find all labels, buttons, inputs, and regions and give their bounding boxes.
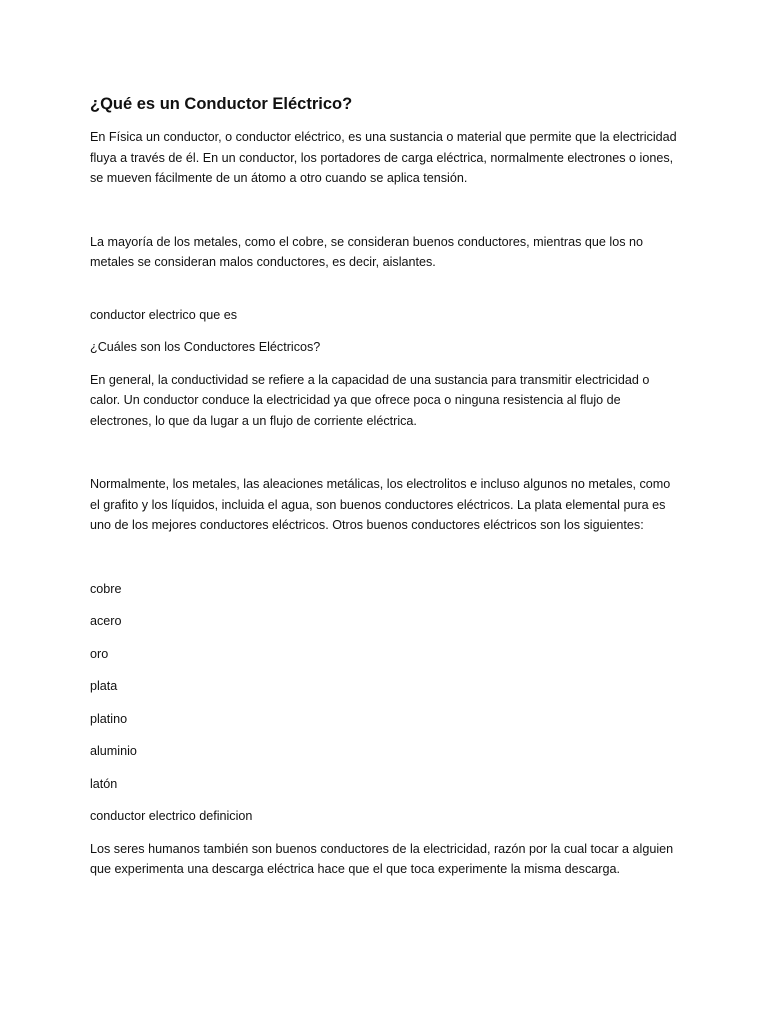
list-item: aluminio bbox=[90, 744, 137, 758]
conductivity-paragraph: En general, la conductividad se refiere a la capacidad de una sustancia para transmitir electricidad o calor. Un conductor conduce la electricidad ya que ofrece poca o ninguna resistencia al flujo de electrones, lo que da lugar a un flujo de corriente eléctrica. bbox=[90, 372, 650, 428]
list-item: latón bbox=[90, 776, 118, 791]
intro-paragraph: En Física un conductor, o conductor eléctrico, es una sustancia o material que permite que la electricidad fluya a través de él. En un conductor, los portadores de carga eléctrica, normalmente electrones o iones, se mueven fácilmente de un átomo a otro cuando se aplica tensión. bbox=[90, 130, 677, 185]
humans-paragraph: Los seres humanos también son buenos conductores de la electricidad, razón por la cual tocar a alguien que experimenta una descarga eléctrica hace que el que toca experimente la misma descarga. bbox=[90, 841, 674, 876]
list-item: oro bbox=[90, 646, 109, 661]
list-item: acero bbox=[90, 614, 122, 628]
keyword-line: conductor electrico que es bbox=[90, 307, 238, 322]
list-item: platino bbox=[90, 711, 128, 726]
keyword-line: conductor electrico definicion bbox=[90, 809, 253, 823]
page-title: ¿Qué es un Conductor Eléctrico? bbox=[90, 95, 353, 113]
list-item: cobre bbox=[90, 581, 122, 596]
metals-paragraph: La mayoría de los metales, como el cobre, se consideran buenos conductores, mientras que los no metales se consideran malos conductores, es decir, aislantes. bbox=[90, 234, 644, 269]
list-item: plata bbox=[90, 679, 118, 693]
section-heading: ¿Cuáles son los Conductores Eléctricos? bbox=[90, 340, 321, 354]
conductor-list bbox=[90, 579, 680, 794]
document-body bbox=[90, 92, 680, 880]
conductors-paragraph: Normalmente, los metales, las aleaciones metálicas, los electrolitos e incluso algunos no metales, como el grafito y los líquidos, incluida el agua, son buenos conductores eléctricos. La plata elemental pura es uno de los mejores conductores eléctricos. Otros buenos conductores eléctricos son los siguientes: bbox=[90, 477, 671, 532]
